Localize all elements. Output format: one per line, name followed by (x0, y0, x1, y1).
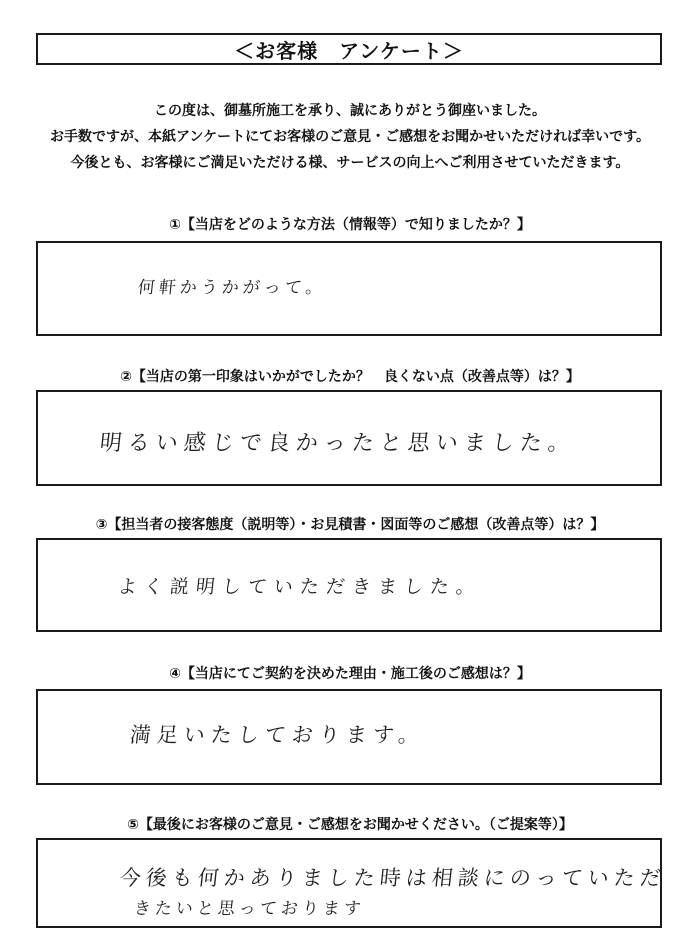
answer-4-box (36, 689, 662, 785)
question-5-label: ⑤【最後にお客様のご意見・ご感想をお聞かせください。（ご提案等）】 (127, 817, 573, 833)
answer-3-box (36, 538, 662, 632)
answer-5-box (36, 838, 667, 928)
intro-line: この度は、御墓所施工を承り、誠にありがとう御座いました。 (154, 103, 546, 119)
answer-2-handwriting: 明るい感じで良かったと思いました。 (98, 431, 578, 456)
answer-3-handwriting: よく説明していただきました。 (116, 576, 484, 598)
intro-line: お手数ですが、本紙アンケートにてお客様のご意見・ご感想をお聞かせいただければ幸いです。 (49, 129, 651, 145)
question-1-label: ①【当店をどのような方法（情報等）で知りましたか？】 (169, 217, 531, 233)
answer-1-handwriting: 何軒かうかがって。 (136, 278, 328, 298)
answer-4-handwriting: 満足いたしております。 (128, 723, 427, 747)
intro-text (0, 98, 700, 176)
question-4-label: ④【当店にてご契約を決めた理由・施工後のご感想は？】 (169, 666, 531, 682)
survey-title: ＜お客様 アンケート＞ (36, 33, 662, 65)
question-3-label: ③【担当者の接客態度（説明等）・お見積書・図面等のご感想（改善点等）は？】 (95, 517, 605, 533)
question-2-label: ②【当店の第一印象はいかがでしたか？ 良くない点（改善点等）は？】 (120, 369, 580, 385)
answer-5-handwriting-line-2: きたいと思っております (132, 899, 366, 919)
intro-line: 今後とも、お客様にご満足いただける様、サービスの向上へご利用させていただきます。 (70, 155, 630, 171)
answer-5-handwriting-line-1: 今後も何かありました時は相談にのっていただ (118, 866, 667, 890)
answer-2-box (36, 390, 662, 486)
answer-1-box (36, 241, 662, 336)
